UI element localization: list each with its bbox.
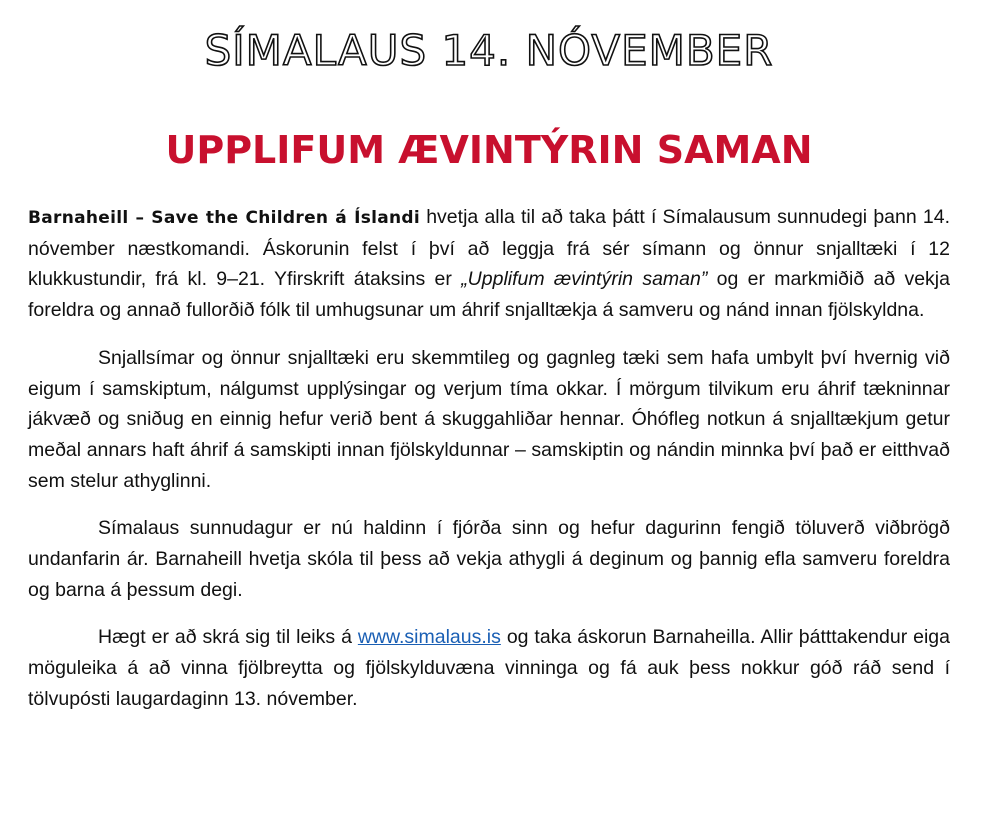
organization-name: Barnaheill – Save the Children á Íslandi (28, 208, 421, 228)
paragraph-signup (28, 622, 950, 714)
paragraph-sunday: Símalaus sunnudagur er nú haldinn í fjórða sinn og hefur dagurinn fengið töluverð viðbrögð undanfarin ár. Barnaheill hvetja skóla til þess að vekja athygli á deginum og þannig efla samveru foreldra og barna á þessum degi. (28, 517, 950, 601)
paragraph-intro-text-b: og er markmiðið að vekja foreldra og annað fullorðið fólk til umhugsunar um áhrif snjalltækja á samveru og nánd innan fjölskyldna. (28, 268, 950, 322)
document-body (28, 202, 950, 715)
page-title: SÍMALAUS 14. NÓVEMBER (204, 26, 774, 75)
paragraph-intro-text-a: hvetja alla til að taka þátt í Símalausum sunnudegi þann 14. nóvember næstkomandi. Áskorunin felst í því að leggja frá sér símann og önnur snjalltæki í 12 klukkustundir, frá kl. 9–21. Yfirskrift átaksins er (28, 206, 951, 291)
campaign-slogan: „Upplifum ævintýrin saman” (461, 268, 708, 291)
paragraph-signup-text-b: og taka áskorun Barnaheilla. Allir þátttakendur eiga möguleika á að vinna fjölbreytta og fjölskylduvæna vinninga og fá auk þess nokkur góð ráð send í tölvupósti laugardaginn 13. nóvember. (28, 626, 950, 710)
simalaus-link[interactable]: www.simalaus.is (357, 626, 501, 649)
page-subtitle: UPPLIFUM ÆVINTÝRIN SAMAN (165, 128, 813, 172)
paragraph-smartphones: Snjallsímar og önnur snjalltæki eru skemmtileg og gagnleg tæki sem hafa umbylt því hvernig við eigum í samskiptum, nálgumst upplýsingar og verjum tíma okkar. Í mörgum tilvikum eru áhrif tækninnar jákvæð og sniðug en einnig hefur verið bent á skuggahliðar hennar. Óhófleg notkun á snjalltækjum getur meðal annars haft áhrif á samskipti innan fjölskyldunnar – samskiptin og nándin minnka því það er eitthvað sem stelur athyglinni. (28, 346, 950, 492)
paragraph-signup-text-a: Hægt er að skrá sig til leiks á (98, 626, 358, 649)
paragraph-intro (28, 202, 950, 326)
